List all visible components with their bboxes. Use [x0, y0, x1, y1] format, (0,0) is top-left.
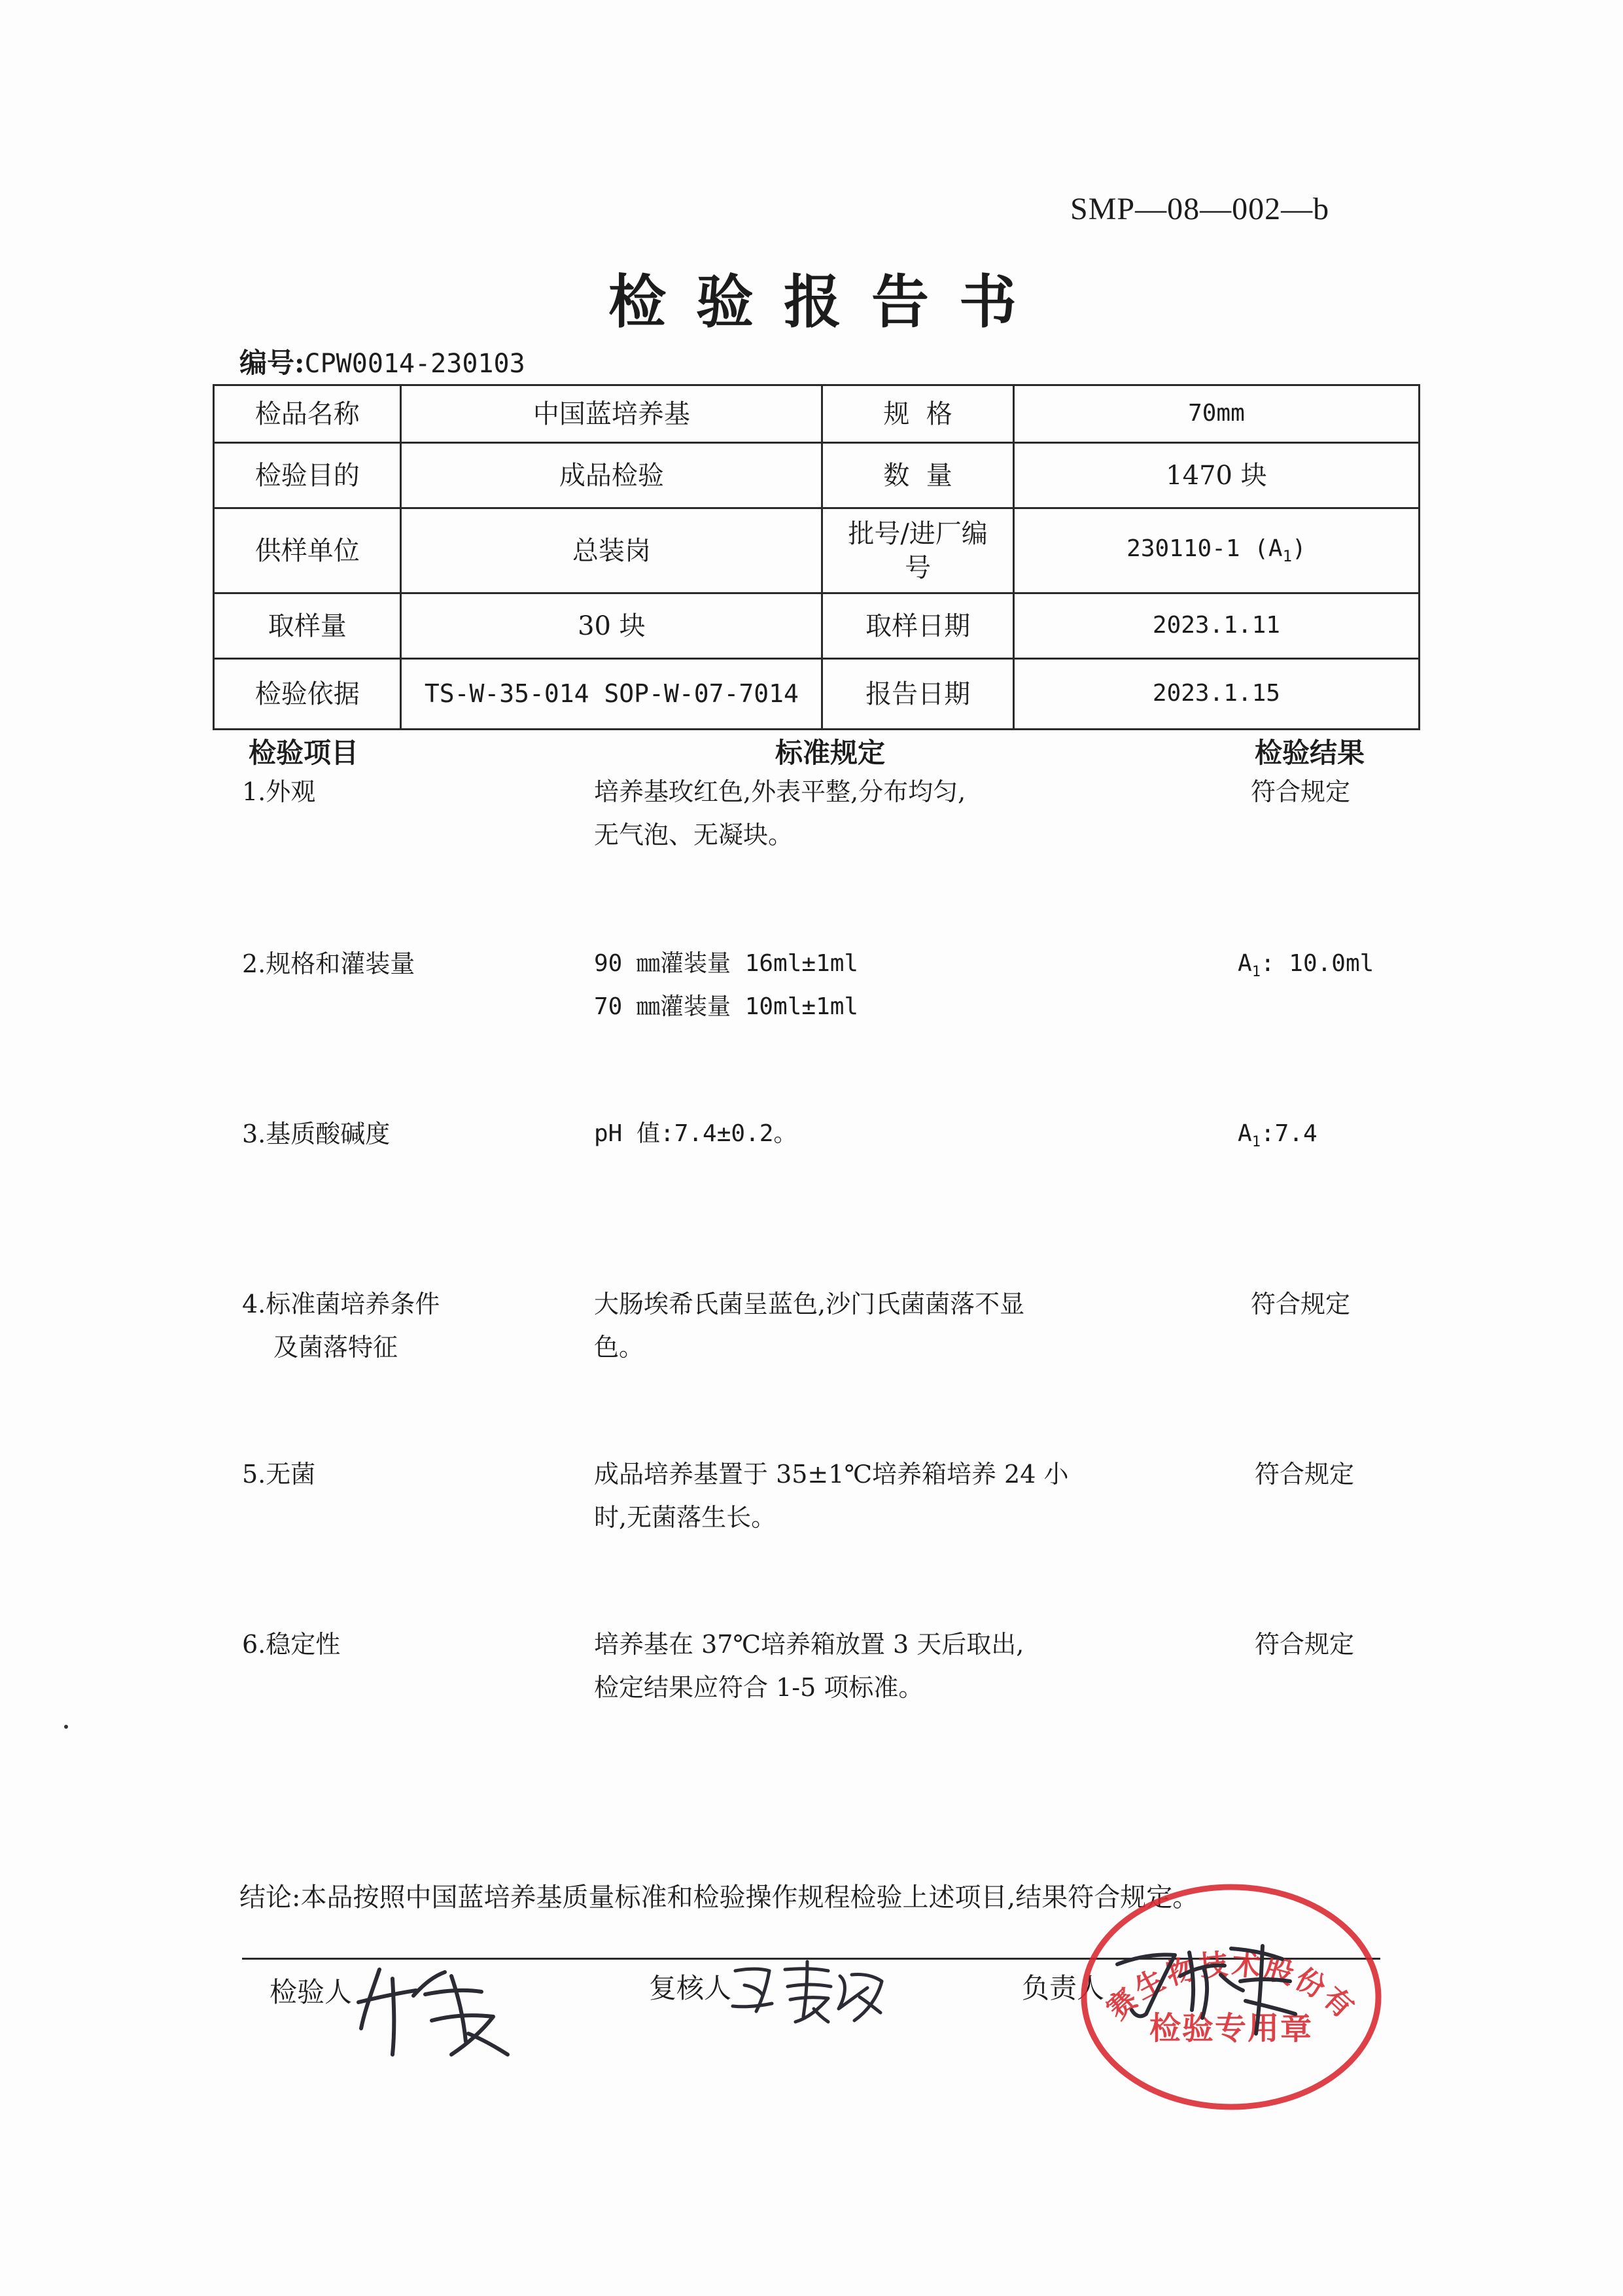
item-result-prefix: A: [1238, 950, 1252, 977]
stamp-center-text: 检验专用章: [1149, 2010, 1314, 2047]
stamp-arc-text: 郑州博赛生物技术股份有限公司: [1058, 1827, 1362, 2026]
purpose-label: 检验目的: [214, 443, 401, 508]
document-number: [239, 342, 525, 381]
item-standard-line2: 色。: [594, 1333, 644, 1362]
batch-label: [822, 508, 1014, 593]
item-name: 1.外观: [242, 777, 316, 806]
basis-value: TS-W-35-014 SOP-W-07-7014: [401, 659, 822, 730]
document-number-label: 编号:: [239, 347, 305, 379]
item-standard-line2: 检定结果应符合 1-5 项标准。: [594, 1673, 924, 1702]
basis-label: 检验依据: [214, 659, 401, 730]
purpose-value: 成品检验: [401, 443, 822, 508]
scan-speck: [64, 1725, 68, 1729]
product-name-value: 中国蓝培养基: [401, 385, 822, 443]
responsible-label: 负责人: [1022, 1972, 1105, 2004]
items-header-result: 检验结果: [1255, 737, 1365, 769]
batch-value-sub: 1: [1282, 547, 1293, 566]
item-result: [1238, 1112, 1318, 1164]
items-header-standard: 标准规定: [775, 737, 886, 769]
batch-value-main: 230110-1 (A: [1126, 535, 1283, 563]
document-number-value: CPW0014-230103: [304, 349, 525, 379]
batch-value: [1013, 508, 1419, 593]
item-name-line2: 及菌落特征: [273, 1333, 398, 1362]
table-row: [214, 593, 1420, 659]
item-standard-line1: 培养基在 37℃培养箱放置 3 天后取出,: [594, 1630, 1024, 1659]
spec-value: 70mm: [1013, 385, 1419, 443]
item-result: 符合规定: [1255, 1630, 1355, 1659]
inspector-label: 检验人: [270, 1976, 353, 2008]
table-row: [214, 508, 1420, 593]
batch-label-line1: 批号/进厂编: [848, 518, 988, 549]
quantity-label: 数 量: [822, 443, 1014, 508]
item-result-prefix: A: [1238, 1120, 1252, 1147]
item-name: 5.无菌: [242, 1460, 316, 1489]
supplier-value: 总装岗: [401, 508, 822, 593]
item-standard-line1: 培养基玫红色,外表平整,分布均匀,: [594, 777, 966, 806]
sample-amount-label: 取样量: [214, 593, 401, 659]
responsible-signature: [1112, 1942, 1308, 2040]
item-result-value: : 10.0ml: [1260, 950, 1374, 977]
supplier-label: 供样单位: [214, 508, 401, 593]
item-result: 符合规定: [1251, 777, 1351, 806]
info-table: [213, 384, 1420, 730]
sample-date-value: 2023.1.11: [1013, 593, 1419, 659]
item-name: 3.基质酸碱度: [242, 1120, 391, 1148]
item-name-line1: 4.标准菌培养条件: [242, 1290, 440, 1318]
item-name: 6.稳定性: [242, 1630, 341, 1659]
item-standard-line2: 无气泡、无凝块。: [594, 821, 794, 849]
reviewer-signature: [730, 1956, 887, 2028]
batch-label-line2: 号: [905, 552, 932, 583]
reviewer-label: 复核人: [649, 1972, 732, 2004]
item-standard-line1: pH 值:7.4±0.2。: [594, 1120, 797, 1147]
report-date-value: 2023.1.15: [1013, 659, 1419, 730]
item-result: 符合规定: [1255, 1460, 1355, 1489]
quantity-value: 1470 块: [1013, 443, 1419, 508]
sample-date-label: 取样日期: [822, 593, 1014, 659]
item-standard-line2: 70 ㎜灌装量 10ml±1ml: [594, 993, 859, 1020]
inspector-signature: [353, 1956, 523, 2068]
product-name-label: 检品名称: [214, 385, 401, 443]
item-standard-line1: 成品培养基置于 35±1℃培养箱培养 24 小: [594, 1460, 1069, 1489]
batch-value-end: ): [1292, 535, 1306, 563]
document-code: SMP—08—002—b: [1070, 192, 1330, 226]
item-result: [1238, 942, 1374, 994]
item-name: 2.规格和灌装量: [242, 949, 415, 978]
item-standard-line2: 时,无菌落生长。: [594, 1503, 777, 1532]
item-result-sub: 1: [1251, 964, 1261, 981]
item-result-sub: 1: [1251, 1134, 1261, 1151]
sample-amount-value: 30 块: [401, 593, 822, 659]
document-title: 检验报告书: [608, 268, 1047, 336]
items-header-item: 检验项目: [249, 737, 359, 769]
report-date-label: 报告日期: [822, 659, 1014, 730]
item-standard-line1: 大肠埃希氏菌呈蓝色,沙门氏菌菌落不显: [594, 1290, 1025, 1318]
item-result: 符合规定: [1251, 1290, 1351, 1318]
conclusion-text: 结论:本品按照中国蓝培养基质量标准和检验操作规程检验上述项目,结果符合规定。: [239, 1882, 1199, 1913]
table-row: [214, 385, 1420, 443]
table-row: [214, 659, 1420, 730]
table-row: [214, 443, 1420, 508]
item-result-value: :7.4: [1260, 1120, 1318, 1147]
item-standard-line1: 90 ㎜灌装量 16ml±1ml: [594, 950, 859, 977]
spec-label: 规 格: [822, 385, 1014, 443]
